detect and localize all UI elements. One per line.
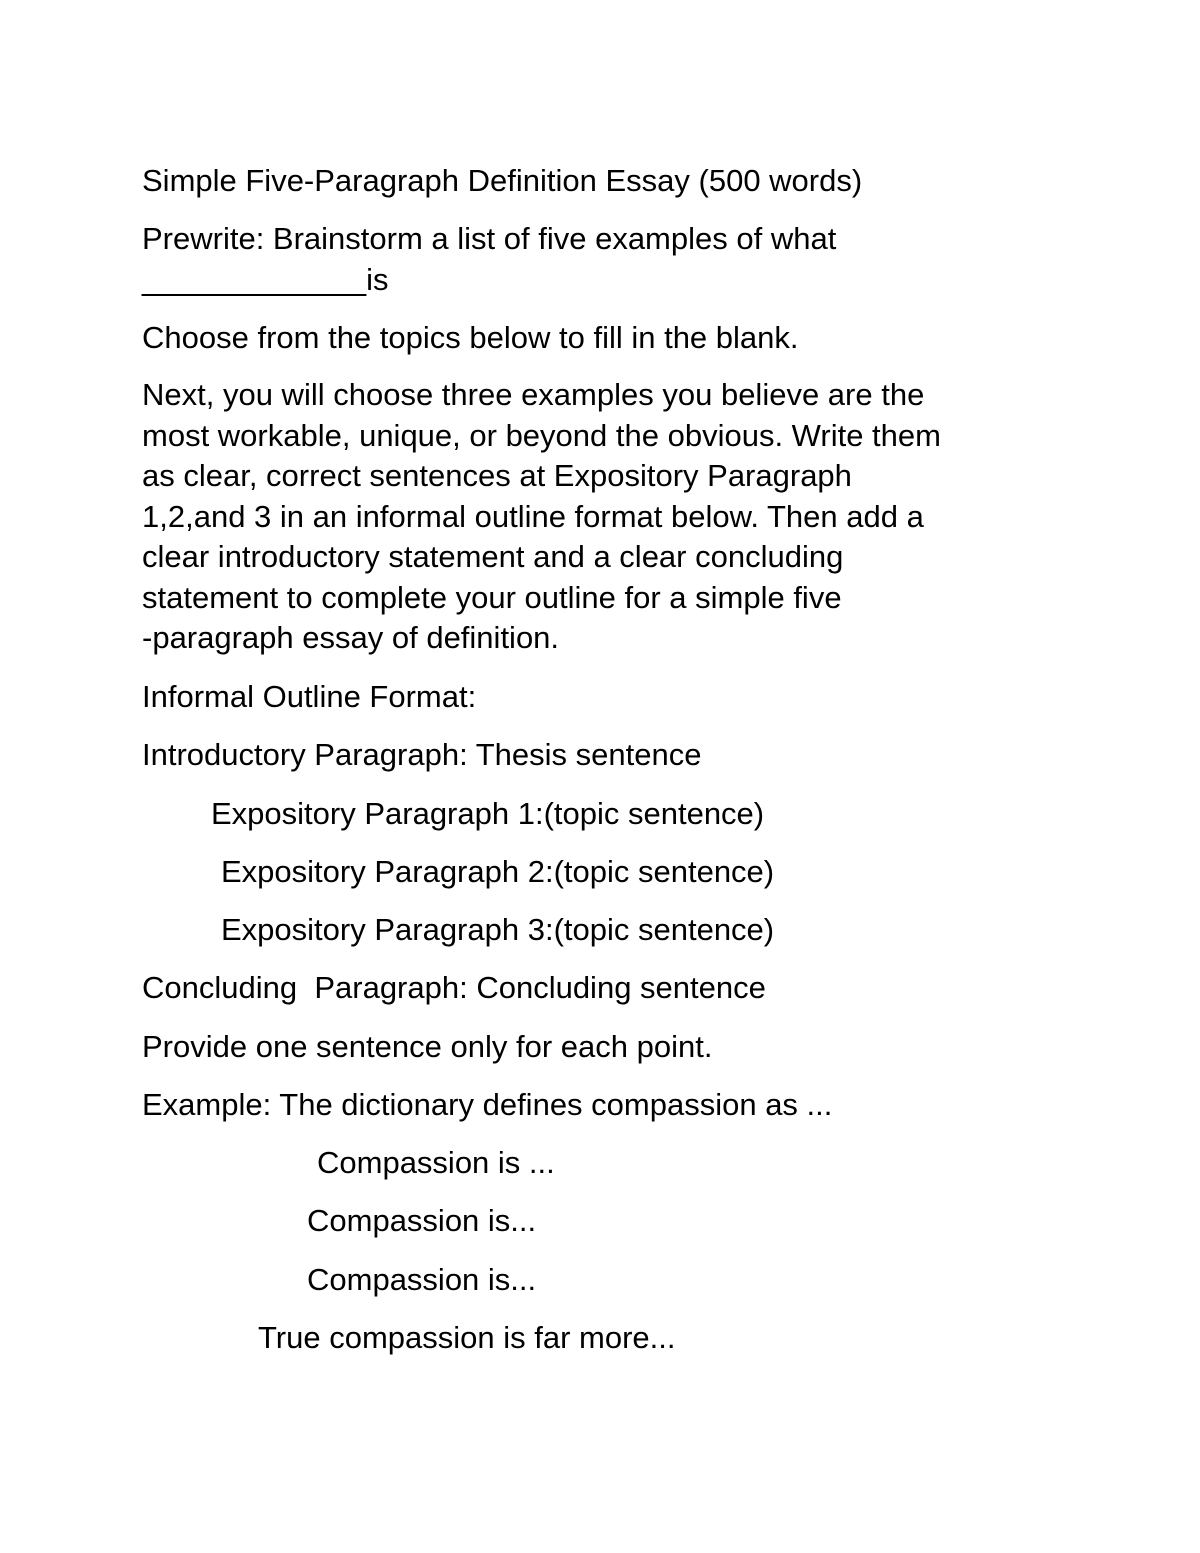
choose-topics-text: Choose from the topics below to fill in the blank.: [142, 320, 799, 355]
instructions-line: statement to complete your outline for a simple five: [142, 579, 842, 615]
outline-heading: Informal Outline Format:: [142, 679, 477, 714]
example-intro: Example: The dictionary defines compassion as ...: [142, 1087, 833, 1122]
instructions-line: Next, you will choose three examples you believe are the: [142, 377, 925, 412]
outline-expository-1: Expository Paragraph 1:(topic sentence): [211, 796, 765, 831]
example-conclusion: True compassion is far more...: [258, 1320, 676, 1355]
example-point-1: Compassion is ...: [317, 1145, 555, 1180]
example-point-3: Compassion is...: [307, 1262, 537, 1297]
instructions-line: as clear, correct sentences at Expository Paragraph: [142, 458, 852, 493]
outline-expository-3: Expository Paragraph 3:(topic sentence): [221, 912, 775, 947]
one-sentence-note: Provide one sentence only for each point.: [142, 1029, 713, 1064]
prewrite-line: Prewrite: Brainstorm a list of five examples of what: [142, 221, 837, 256]
example-point-2: Compassion is...: [307, 1203, 537, 1238]
instructions-line: 1,2,and 3 in an informal outline format below. Then add a: [142, 498, 924, 534]
outline-concluding: Concluding Paragraph: Concluding sentence: [142, 970, 766, 1005]
instructions-line: -paragraph essay of definition.: [142, 620, 560, 655]
prewrite-blank-line: _____________is: [142, 262, 389, 297]
outline-expository-2: Expository Paragraph 2:(topic sentence): [221, 854, 775, 889]
instructions-paragraph: [142, 375, 1072, 659]
instructions-line: clear introductory statement and a clear concluding: [142, 539, 844, 574]
document-title: Simple Five-Paragraph Definition Essay (500 words): [142, 163, 863, 198]
outline-intro: Introductory Paragraph: Thesis sentence: [142, 737, 702, 772]
instructions-line: most workable, unique, or beyond the obvious. Write them: [142, 417, 941, 453]
